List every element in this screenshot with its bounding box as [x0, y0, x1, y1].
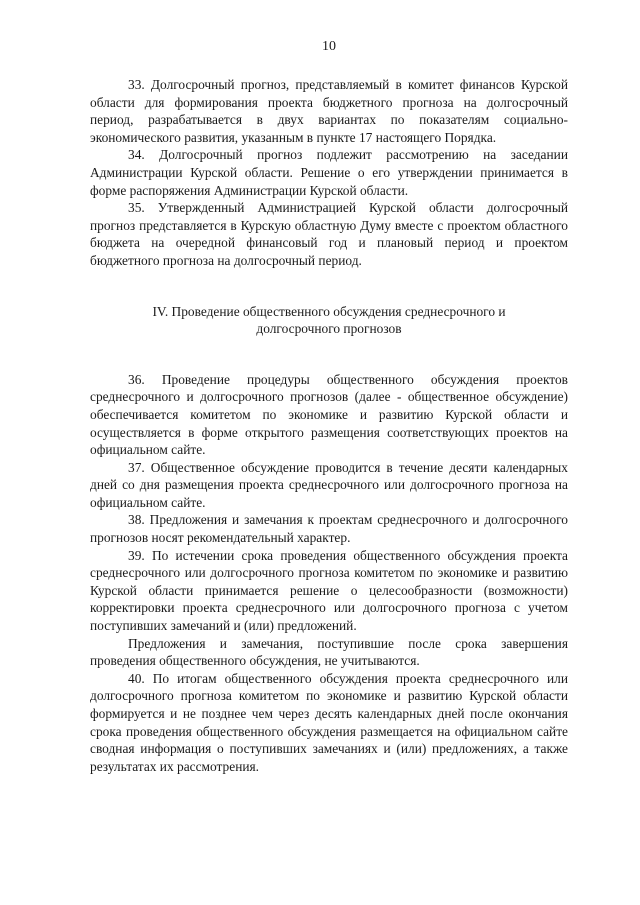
paragraph-40: 40. По итогам общественного обсуждения проекта среднесрочного или долгосрочного прогноза комитетом по экономике и развитию Курской области формируется и не позднее чем через десять календарных дней после окончания срока проведения общественного обсуждения размещается на официальном сайте сводная информация о поступивших замечаниях и (или) предложениях, а также результатах их рассмотрения.: [90, 670, 568, 774]
paragraph-39-note: Предложения и замечания, поступившие после срока завершения проведения общественного обсуждения, не учитываются.: [90, 635, 568, 669]
paragraph-38: 38. Предложения и замечания к проектам среднесрочного и долгосрочного прогнозов носят рекомендательный характер.: [90, 512, 568, 546]
paragraph-37: 37. Общественное обсуждение проводится в течение десяти календарных дней со дня размещения проекта среднесрочного или долгосрочного прогноза на официальном сайте.: [90, 459, 568, 510]
page-number: 10: [322, 39, 336, 54]
paragraph-39: 39. По истечении срока проведения общественного обсуждения проекта среднесрочного или долгосрочного прогноза комитетом по экономике и развитию Курской области принимается решение о целесообразности (возможности) корректировки проекта среднесрочного или долгосрочного прогноза с учетом поступивших замечаний и (или) предложений.: [90, 547, 568, 634]
paragraph-36: 36. Проведение процедуры общественного обсуждения проектов среднесрочного и долгосрочного прогнозов (далее - общественное обсуждение) обеспечивается комитетом по экономике и развитию Курской области и осуществляется в форме открытого размещения соответствующих проектов на официальном сайте.: [90, 371, 568, 458]
section-heading-line-2: долгосрочного прогнозов: [256, 321, 402, 337]
section-heading-line-1: IV. Проведение общественного обсуждения среднесрочного и: [152, 303, 506, 319]
section-heading: [90, 303, 568, 338]
paragraph-33: 33. Долгосрочный прогноз, представляемый в комитет финансов Курской области для формирования проекта бюджетного прогноза на долгосрочный период, разрабатывается в двух вариантах по показателям социально-экономического развития, указанным в пункте 17 настоящего Порядка.: [90, 77, 568, 145]
paragraph-35: 35. Утвержденный Администрацией Курской области долгосрочный прогноз представляется в Курскую областную Думу вместе с проектом областного бюджета на очередной финансовый год и плановый период и проектом бюджетного прогноза на долгосрочный период.: [90, 200, 568, 268]
paragraph-34: 34. Долгосрочный прогноз подлежит рассмотрению на заседании Администрации Курской области. Решение о его утверждении принимается в форме распоряжения Администрации Курской области.: [90, 147, 568, 198]
